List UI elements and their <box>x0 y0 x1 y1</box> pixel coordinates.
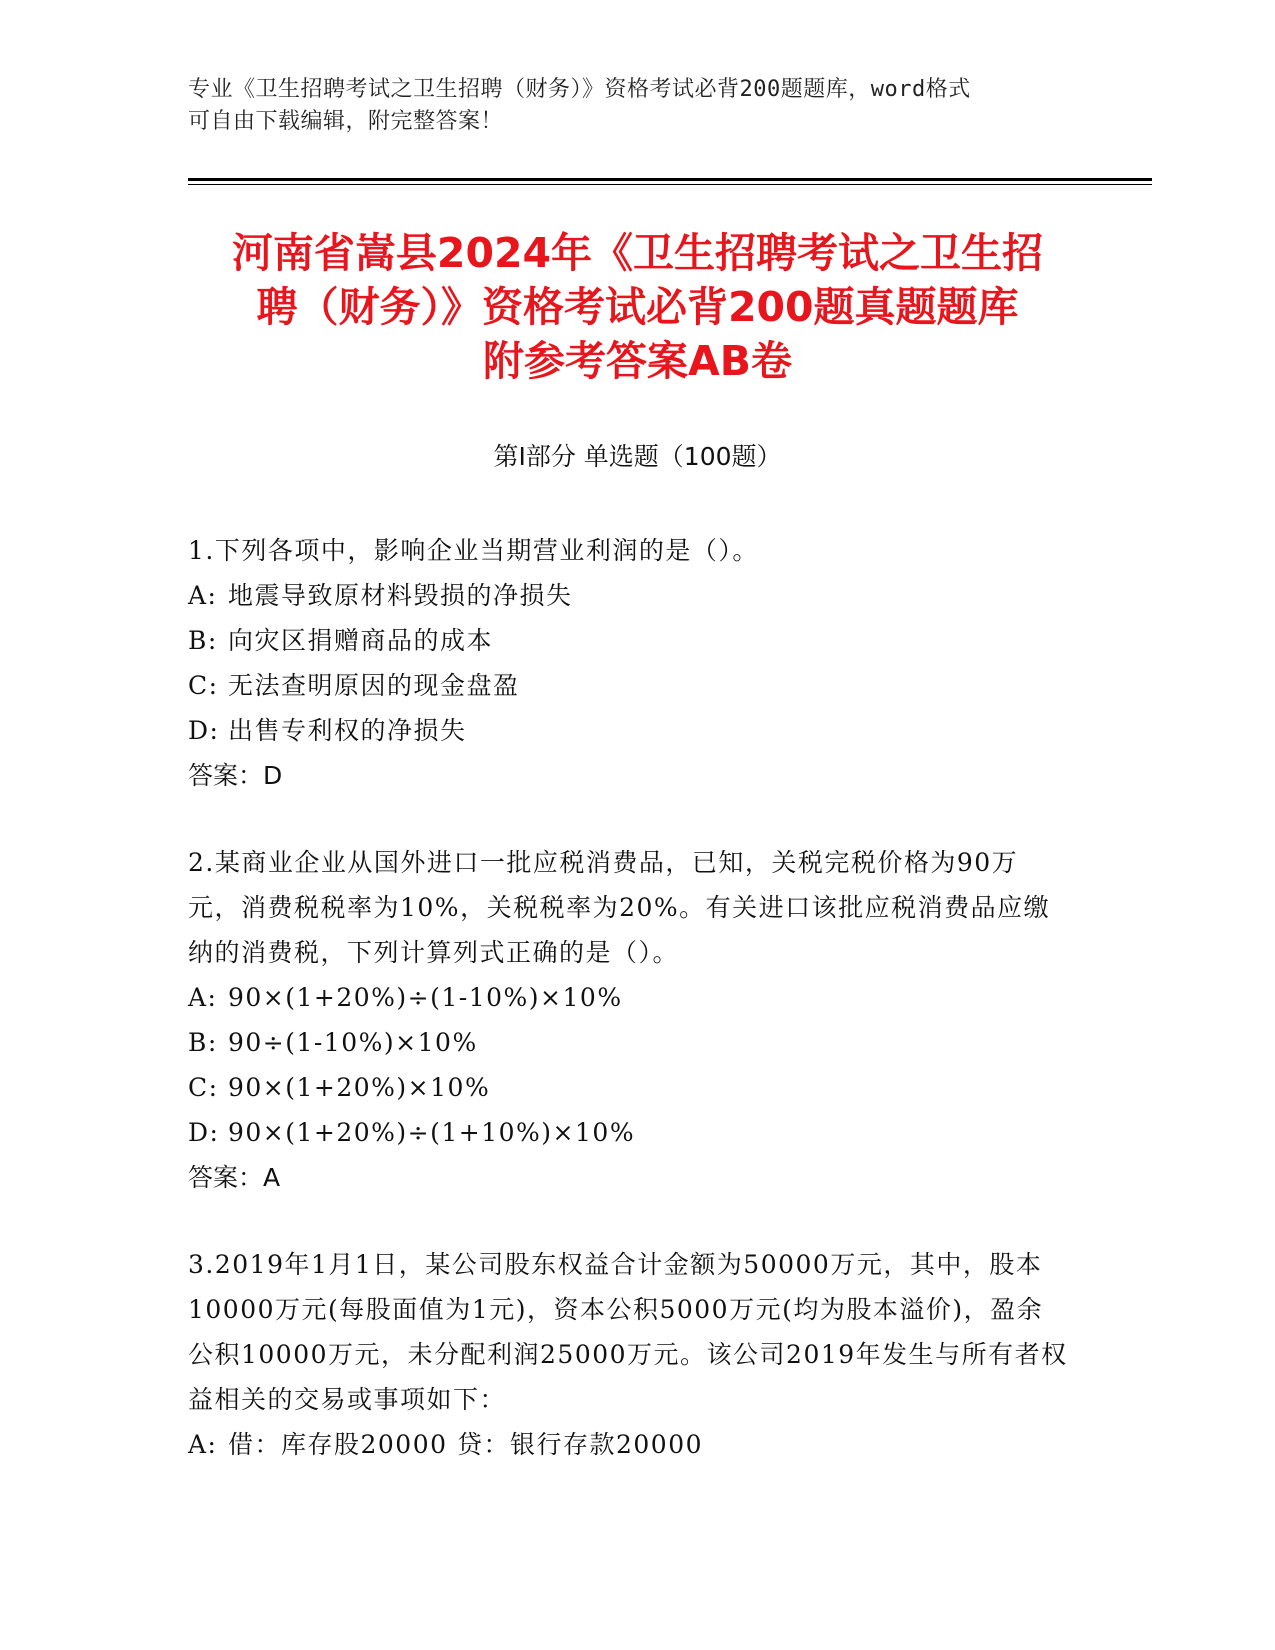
header-note-line1: 专业《卫生招聘考试之卫生招聘（财务）》资格考试必背200题题库，word格式 <box>188 77 971 102</box>
option-letter: D: <box>188 1118 220 1147</box>
question-stem: 3.2019年1月1日，某公司股东权益合计金额为50000万元，其中，股本10000万元(每股面值为1元)，资本公积5000万元(均为股本溢价)，盈余公积10000万元，未分配利润25000万元。该公司2019年发生与所有者权益相关的交易或事项如下： <box>188 1250 1068 1414</box>
document-title-line2: 聘（财务）》资格考试必背200题真题题库 <box>256 283 1019 331</box>
option-letter: B: <box>188 626 218 655</box>
document-title-line1: 河南省嵩县2024年《卫生招聘考试之卫生招 <box>231 229 1044 277</box>
question-2 <box>188 840 1068 1200</box>
option-text: 90÷(1-10%)×10% <box>228 1028 478 1057</box>
document-title <box>160 226 1115 388</box>
header-divider-thin <box>188 184 1152 185</box>
option-text: 90×(1+20%)×10% <box>228 1073 491 1102</box>
header-divider-thick <box>188 178 1152 181</box>
header-note <box>188 74 1088 138</box>
answer: 答案：A <box>188 1163 281 1192</box>
question-stem: 1.下列各项中，影响企业当期营业利润的是（）。 <box>188 536 759 565</box>
question-stem: 2.某商业企业从国外进口一批应税消费品，已知，关税完税价格为90万元，消费税税率为10%，关税税率为20%。有关进口该批应税消费品应缴纳的消费税，下列计算列式正确的是（）。 <box>188 848 1051 967</box>
option-text: 90×(1+20%)÷(1+10%)×10% <box>228 1118 636 1147</box>
answer: 答案：D <box>188 761 283 790</box>
option-letter: A: <box>188 581 218 610</box>
option-a <box>188 1422 1068 1467</box>
option-text: 向灾区捐赠商品的成本 <box>228 626 494 655</box>
option-letter: C: <box>188 671 219 700</box>
option-letter: B: <box>188 1028 218 1057</box>
option-b <box>188 618 1068 663</box>
option-text: 出售专利权的净损失 <box>228 716 467 745</box>
option-text: 90×(1+20%)÷(1-10%)×10% <box>228 983 623 1012</box>
option-letter: A: <box>188 1430 218 1459</box>
option-letter: C: <box>188 1073 219 1102</box>
option-c <box>188 663 1068 708</box>
option-letter: D: <box>188 716 220 745</box>
option-text: 无法查明原因的现金盘盈 <box>228 671 520 700</box>
question-1 <box>188 528 1068 798</box>
question-3 <box>188 1242 1068 1467</box>
option-a <box>188 975 1068 1020</box>
option-text: 地震导致原材料毁损的净损失 <box>228 581 573 610</box>
option-d <box>188 708 1068 753</box>
document-title-line3: 附参考答案AB卷 <box>483 337 792 385</box>
option-b <box>188 1020 1068 1065</box>
option-letter: A: <box>188 983 218 1012</box>
option-d <box>188 1110 1068 1155</box>
section-title: 第Ⅰ部分 单选题（100题） <box>493 442 782 471</box>
option-text: 借：库存股20000 贷：银行存款20000 <box>228 1430 704 1459</box>
header-note-line2: 可自由下载编辑，附完整答案！ <box>188 109 504 134</box>
option-a <box>188 573 1068 618</box>
option-c <box>188 1065 1068 1110</box>
question-list <box>188 528 1068 1509</box>
